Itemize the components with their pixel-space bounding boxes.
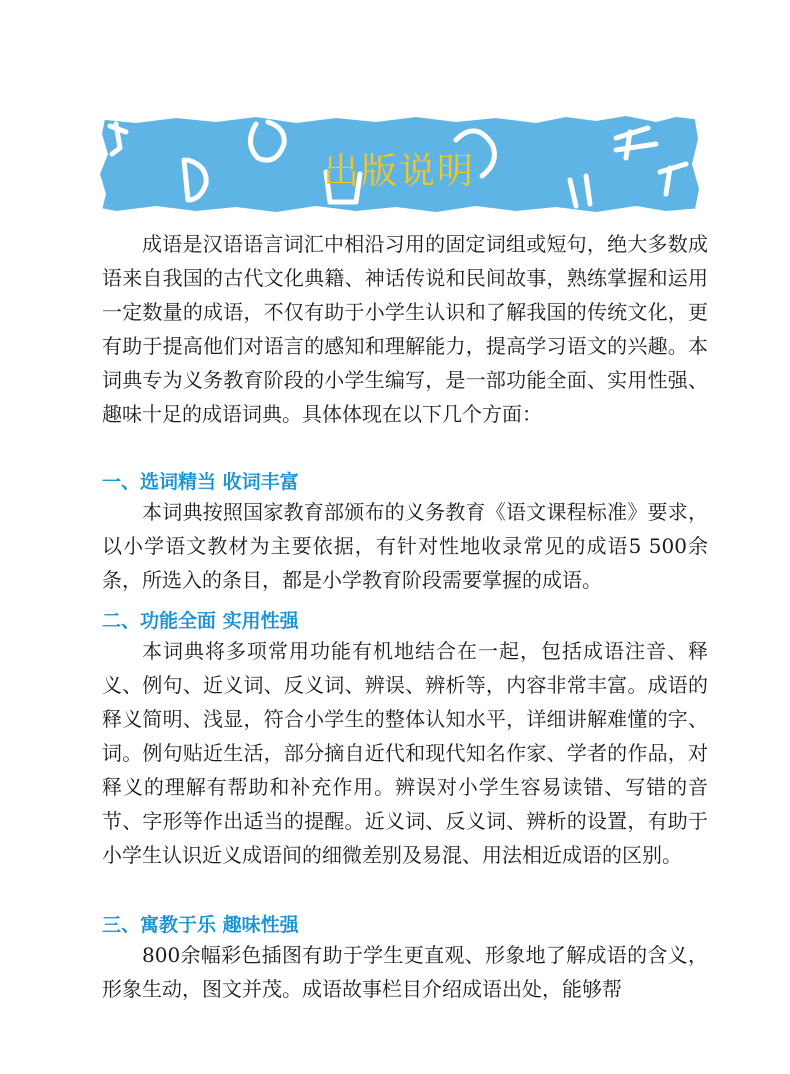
section-3-paragraph: 800余幅彩色插图有助于学生更直观、形象地了解成语的含义，形象生动，图文并茂。成语故事栏目介绍成语出处，能够帮 xyxy=(102,943,708,1001)
section-1-paragraph: 本词典按照国家教育部颁布的义务教育《语文课程标准》要求，以小学语文教材为主要依据，有针对性地收录常见的成语5 500余条，所选入的条目，都是小学教育阶段需要掌握的成语。 xyxy=(102,500,708,592)
intro-paragraph: 成语是汉语语言词汇中相沿习用的固定词组或短句，绝大多数成语来自我国的古代文化典籍、神话传说和民间故事，熟练掌握和运用一定数量的成语，不仅有助于小学生认识和了解我国的传统文化，更有助于提高他们对语言的感知和理解能力，提高学习语文的兴趣。本词典专为义务教育阶段的小学生编写，是一部功能全面、实用性强、趣味十足的成语词典。具体体现在以下几个方面： xyxy=(102,232,708,426)
title-banner xyxy=(96,114,702,214)
section-2-paragraph: 本词典将多项常用功能有机地结合在一起，包括成语注音、释义、例句、近义词、反义词、辨误、辨析等，内容非常丰富。成语的释义简明、浅显，符合小学生的整体认知水平，详细讲解难懂的字、词。例句贴近生活，部分摘自近代和现代知名作家、学者的作品，对释义的理解有帮助和补充作用。辨误对小学生容易读错、写错的音节、字形等作出适当的提醒。近义词、反义词、辨析的设置，有助于小学生认识近义成语间的细微差别及易混、用法相近成语的区别。 xyxy=(102,639,708,867)
section-2-heading: 二、功能全面 实用性强 xyxy=(102,610,299,632)
page-title: 出版说明 xyxy=(322,151,475,192)
section-1-heading: 一、选词精当 收词丰富 xyxy=(102,471,299,493)
section-3-heading: 三、寓教于乐 趣味性强 xyxy=(102,914,299,936)
